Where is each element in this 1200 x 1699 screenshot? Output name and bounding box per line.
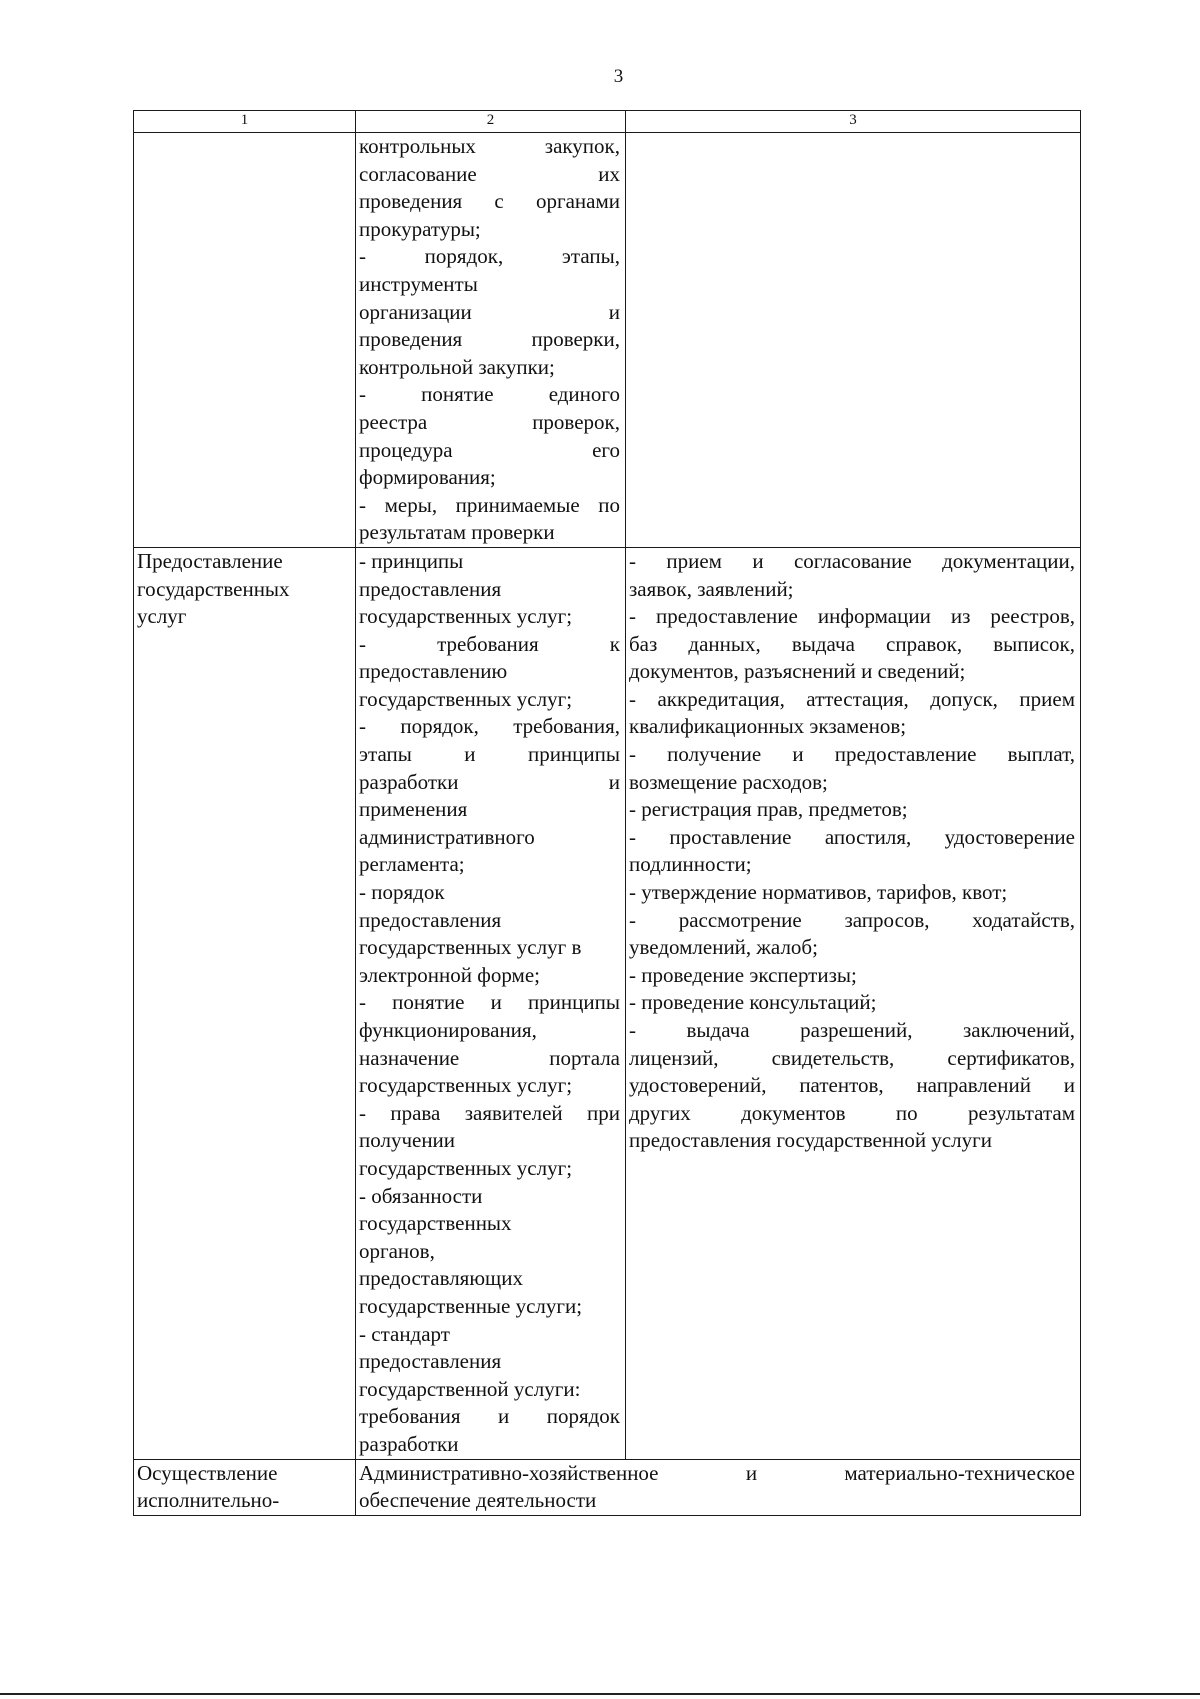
text-line: требования и порядок <box>359 1404 620 1429</box>
text-line: лицензий, свидетельств, сертификатов, <box>629 1045 1075 1070</box>
text-line: предоставления <box>359 907 502 932</box>
text-line: этапы и принципы <box>359 742 620 767</box>
text-line: контрольных закупок, <box>359 134 620 158</box>
bottom-scan-edge <box>0 1693 1200 1695</box>
text-line: Административно-хозяйственное и материально-техническое <box>359 1460 1075 1485</box>
text-line: заявок, заявлений; <box>629 576 794 601</box>
text-line: реестра проверок, <box>359 409 620 434</box>
text-line: электронной форме; <box>359 962 540 987</box>
text-line: результатам проверки <box>359 520 555 545</box>
text-line: государственной услуги: <box>359 1376 581 1401</box>
row1-col1-cell <box>134 133 356 548</box>
text-line: разработки <box>359 1431 459 1456</box>
row2-col1-cell <box>134 547 356 1459</box>
text-line: прокуратуры; <box>359 216 481 241</box>
text-line: баз данных, выдача справок, выписок, <box>629 631 1075 656</box>
row1-col3-cell <box>626 133 1081 548</box>
text-line: - регистрация прав, предметов; <box>629 797 908 822</box>
text-line: - проведение консультаций; <box>629 990 877 1015</box>
text-line: органов, <box>359 1238 435 1263</box>
text-line: предоставления <box>359 576 502 601</box>
text-line: государственных услуг; <box>359 604 573 629</box>
text-line: процедура его <box>359 437 620 462</box>
header-cell-3: 3 <box>626 111 1081 133</box>
text-line: государственные услуги; <box>359 1293 583 1318</box>
text-line: формирования; <box>359 465 496 490</box>
text-line: назначение портала <box>359 1045 620 1070</box>
text-line: - понятие единого <box>359 382 620 407</box>
text-line: - обязанности <box>359 1183 483 1208</box>
row3-merged-cell <box>356 1459 1081 1515</box>
text-line: государственных услуг; <box>359 1155 573 1180</box>
text-line: получении <box>359 1128 456 1153</box>
text-line: - предоставление информации из реестров, <box>629 604 1075 629</box>
text-line: - проведение экспертизы; <box>629 962 857 987</box>
page-number: 3 <box>613 66 624 87</box>
text-line: государственных <box>137 576 290 601</box>
text-line: предоставления государственной услуги <box>629 1128 992 1153</box>
table-row <box>134 1459 1081 1515</box>
row1-col2-cell <box>356 133 626 548</box>
text-line: обеспечение деятельности <box>359 1488 597 1513</box>
text-line: - выдача разрешений, заключений, <box>629 1018 1075 1042</box>
text-line: - понятие и принципы <box>359 990 620 1015</box>
text-line: - порядок <box>359 880 445 905</box>
text-line: регламента; <box>359 852 465 877</box>
text-line: - стандарт <box>359 1321 450 1346</box>
row2-col2-cell <box>356 547 626 1459</box>
table-header-row <box>134 111 1081 133</box>
text-line: инструменты <box>359 271 478 296</box>
text-line: - права заявителей при <box>359 1100 620 1125</box>
text-line: проведения проверки, <box>359 327 620 352</box>
text-line: - получение и предоставление выплат, <box>629 742 1075 767</box>
row3-col1-cell <box>134 1459 356 1515</box>
text-line: организации и <box>359 299 620 324</box>
text-line: контрольной закупки; <box>359 354 555 379</box>
text-line: - порядок, требования, <box>359 714 620 739</box>
text-line: предоставлению <box>359 659 508 684</box>
text-line: документов, разъяснений и сведений; <box>629 659 966 684</box>
text-line: проведения с органами <box>359 189 620 214</box>
document-table <box>133 110 1081 1516</box>
text-line: других документов по результатам <box>629 1100 1075 1125</box>
text-line: - принципы <box>359 548 464 573</box>
text-line: государственных <box>359 1211 512 1236</box>
text-line: квалификационных экзаменов; <box>629 714 907 739</box>
text-line: предоставляющих <box>359 1266 523 1291</box>
text-line: государственных услуг в <box>359 935 582 960</box>
text-line: - требования к <box>359 631 620 656</box>
text-line: услуг <box>137 604 187 629</box>
text-line: - аккредитация, аттестация, допуск, прием <box>629 686 1075 711</box>
text-line: Предоставление <box>137 548 283 573</box>
text-line: административного <box>359 824 535 849</box>
text-line: - прием и согласование документации, <box>629 548 1075 573</box>
text-line: подлинности; <box>629 852 752 877</box>
table-row <box>134 547 1081 1459</box>
text-line: государственных услуг; <box>359 1073 573 1098</box>
text-line: согласование их <box>359 161 620 186</box>
text-line: функционирования, <box>359 1018 537 1042</box>
text-line: - утверждение нормативов, тарифов, квот; <box>629 880 1008 905</box>
text-line: разработки и <box>359 769 620 794</box>
text-line: - проставление апостиля, удостоверение <box>629 824 1075 849</box>
text-line: предоставления <box>359 1349 502 1374</box>
text-line: - рассмотрение запросов, ходатайств, <box>629 907 1075 932</box>
text-line: уведомлений, жалоб; <box>629 935 818 960</box>
text-line: возмещение расходов; <box>629 769 828 794</box>
header-cell-1: 1 <box>134 111 356 133</box>
text-line: Осуществление <box>137 1460 278 1485</box>
header-cell-2: 2 <box>356 111 626 133</box>
text-line: исполнительно- <box>137 1488 280 1513</box>
text-line: применения <box>359 797 468 822</box>
text-line: удостоверений, патентов, направлений и <box>629 1073 1075 1098</box>
table-row <box>134 133 1081 548</box>
text-line: - меры, принимаемые по <box>359 492 620 517</box>
text-line: - порядок, этапы, <box>359 244 620 269</box>
row2-col3-cell <box>626 547 1081 1459</box>
text-line: государственных услуг; <box>359 686 573 711</box>
